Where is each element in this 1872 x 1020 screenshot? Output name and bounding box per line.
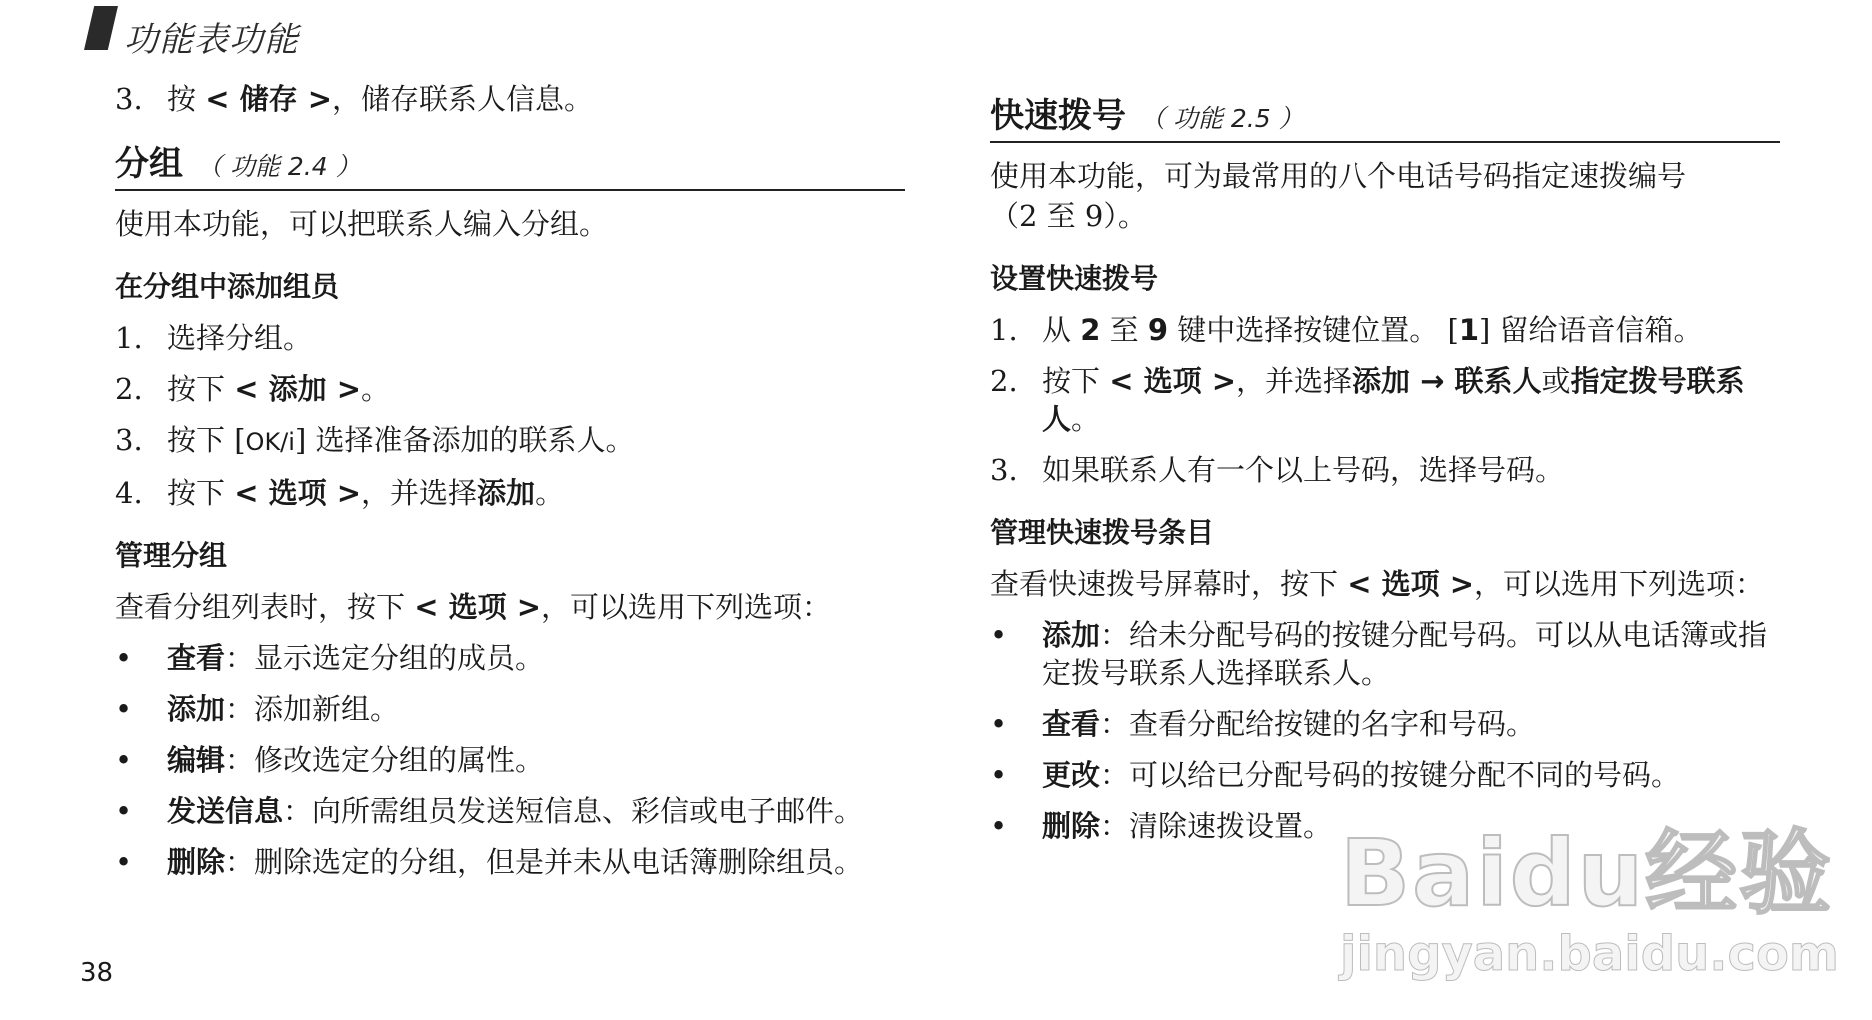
list-item	[115, 370, 905, 408]
list-item	[115, 474, 905, 512]
bullet-icon: •	[115, 743, 133, 777]
step-text	[167, 80, 593, 118]
step-text-part: ，并选择	[1236, 364, 1353, 398]
intro-text-part: ，可以选用下列选项：	[1474, 567, 1765, 601]
step-text	[167, 474, 564, 512]
option-term: 查看	[1042, 707, 1101, 741]
intro-text-part: ，可以选用下列选项：	[541, 590, 832, 624]
bullet-text	[1042, 756, 1680, 794]
step-text	[1042, 311, 1703, 349]
bullet-text	[1042, 705, 1535, 743]
header-title: 功能表功能	[124, 20, 299, 60]
bullet-text	[1042, 807, 1332, 845]
key-number: 1	[1458, 313, 1480, 347]
page-number: 38	[80, 958, 114, 988]
header-tab-marker	[84, 6, 118, 50]
step-text-part: 键中选择按键位置。 [	[1177, 313, 1459, 347]
manage-intro	[990, 565, 1780, 603]
step-text-part: 按下	[1042, 364, 1101, 398]
step-text-part: 或	[1541, 364, 1571, 398]
bullet-text	[167, 843, 863, 881]
softkey-label: < 选项 >	[1347, 567, 1475, 601]
option-term: 删除	[167, 845, 226, 879]
step-number: 3.	[115, 82, 143, 116]
option-description: ：删除选定的分组，但是并未从电话簿删除组员。	[225, 845, 864, 879]
step-text-part: ，并选择	[361, 476, 478, 510]
option-description: ：查看分配给按键的名字和号码。	[1100, 707, 1536, 741]
watermark-brand: Baidu经验	[1340, 820, 1834, 927]
bullet-text	[167, 690, 399, 728]
page-header	[0, 0, 1872, 70]
step-text-part: 按下	[167, 476, 226, 510]
right-column	[990, 80, 1780, 858]
option-term: 查看	[167, 641, 226, 675]
step-text-part: 。	[1071, 402, 1101, 436]
option-description: ：显示选定分组的成员。	[225, 641, 545, 675]
section-title: 分组	[115, 144, 183, 184]
list-item	[115, 843, 905, 881]
list-item	[115, 741, 905, 779]
list-item	[990, 362, 1780, 438]
step-text: 如果联系人有一个以上号码，选择号码。	[1042, 453, 1565, 487]
option-term: 发送信息	[167, 794, 284, 828]
menu-path: 添加 → 联系人	[1352, 364, 1542, 398]
softkey-label: < 选项 >	[414, 590, 542, 624]
softkey-label: < 添加 >	[234, 372, 362, 406]
step-text: 选择分组。	[167, 321, 313, 355]
step-number: 2.	[115, 372, 143, 406]
left-column	[115, 80, 905, 894]
list-item	[990, 705, 1780, 743]
step-text-part: 按下	[167, 372, 226, 406]
list-item	[990, 616, 1780, 692]
ok-key-icon: OK/i	[245, 428, 295, 456]
subheading-set-speed-dial: 设置快速拨号	[990, 262, 1159, 295]
list-item	[115, 639, 905, 677]
step-text-part: 从	[1042, 313, 1072, 347]
baidu-watermark	[1340, 800, 1839, 982]
bullet-icon: •	[990, 618, 1008, 652]
intro-text-part: 查看快速拨号屏幕时，按下	[990, 567, 1339, 601]
option-term: 删除	[1042, 809, 1101, 843]
step-number: 3.	[990, 453, 1018, 487]
list-item	[115, 792, 905, 830]
step-text	[167, 421, 634, 461]
menu-option-label: 指定拨号联系人	[1042, 364, 1745, 436]
contact-save-step	[115, 80, 905, 118]
option-term: 编辑	[167, 743, 226, 777]
step-number: 3.	[115, 423, 143, 457]
option-term: 更改	[1042, 758, 1101, 792]
key-number: 2	[1080, 313, 1101, 347]
step-text-part: ，储存联系人信息。	[332, 82, 594, 116]
option-term: 添加	[167, 692, 226, 726]
bullet-text	[167, 639, 544, 677]
step-text-part: 。	[535, 476, 565, 510]
bullet-icon: •	[115, 692, 133, 726]
option-description: ：向所需组员发送短信息、彩信或电子邮件。	[283, 794, 864, 828]
option-description: ：可以给已分配号码的按键分配不同的号码。	[1100, 758, 1681, 792]
key-number: 9	[1147, 313, 1169, 347]
subheading-add-members: 在分组中添加组员	[115, 270, 340, 303]
bullet-icon: •	[115, 641, 133, 675]
bullet-icon: •	[990, 758, 1008, 792]
list-item	[115, 690, 905, 728]
section-menu-number: （ 功能 2.4 ）	[197, 152, 361, 181]
option-term: 添加	[1042, 618, 1101, 652]
list-item	[990, 311, 1780, 349]
step-text-part: 按下 [	[167, 423, 246, 457]
step-text-part: 按	[167, 82, 197, 116]
softkey-label: < 选项 >	[234, 476, 362, 510]
list-item	[115, 421, 905, 461]
step-text-part: ] 留给语音信箱。	[1479, 313, 1703, 347]
option-description: ：修改选定分组的属性。	[225, 743, 545, 777]
bullet-text	[167, 741, 544, 779]
section-intro: 使用本功能，可以把联系人编入分组。	[115, 207, 609, 241]
step-text-part: 。	[361, 372, 391, 406]
bullet-text	[1042, 616, 1780, 692]
bullet-icon: •	[115, 845, 133, 879]
step-number: 1.	[990, 313, 1018, 347]
manage-intro	[115, 588, 905, 626]
list-item	[990, 451, 1780, 489]
step-number: 1.	[115, 321, 143, 355]
subheading-manage-groups: 管理分组	[115, 539, 228, 572]
bullet-icon: •	[115, 794, 133, 828]
section-intro-line1: 使用本功能，可为最常用的八个电话号码指定速拨编号	[990, 159, 1687, 193]
subheading-manage-speed-dial: 管理快速拨号条目	[990, 516, 1215, 549]
section-header-groups	[115, 136, 905, 191]
section-header-speed-dial	[990, 88, 1780, 143]
list-item	[990, 756, 1780, 794]
section-intro-line2: （2 至 9）。	[990, 199, 1147, 233]
step-number: 2.	[990, 364, 1018, 398]
section-menu-number: （ 功能 2.5 ）	[1140, 104, 1304, 133]
step-text	[167, 370, 390, 408]
step-text-part: ] 选择准备添加的联系人。	[294, 423, 635, 457]
section-title: 快速拨号	[990, 96, 1126, 136]
bullet-text	[167, 792, 863, 830]
option-description: ：给未分配号码的按键分配号码。可以从电话簿或指定拨号联系人选择联系人。	[1042, 618, 1768, 690]
step-text-part: 至	[1109, 313, 1139, 347]
intro-text-part: 查看分组列表时，按下	[115, 590, 406, 624]
step-text	[1042, 362, 1780, 438]
option-description: ：添加新组。	[225, 692, 400, 726]
step-number: 4.	[115, 476, 143, 510]
bullet-icon: •	[990, 809, 1008, 843]
menu-option-label: 添加	[477, 476, 536, 510]
watermark-url: jingyan.baidu.com	[1340, 926, 1839, 982]
option-description: ：清除速拨设置。	[1100, 809, 1333, 843]
bullet-icon: •	[990, 707, 1008, 741]
softkey-label: < 储存 >	[205, 82, 333, 116]
list-item	[115, 319, 905, 357]
softkey-label: < 选项 >	[1109, 364, 1237, 398]
